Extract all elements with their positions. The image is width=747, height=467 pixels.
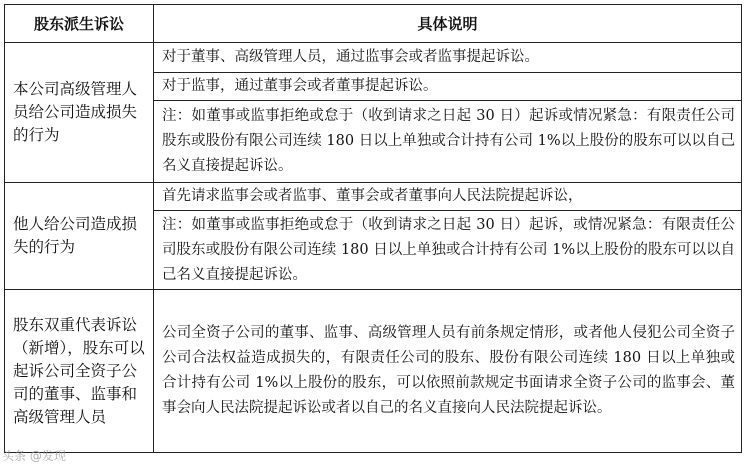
row-item: 对于董事、高级管理人员，通过监事会或者监事提起诉讼。 bbox=[154, 43, 742, 73]
table-row bbox=[5, 183, 742, 211]
row-label: 本公司高级管理人员给公司造成损失的行为 bbox=[5, 43, 154, 183]
header-col2: 具体说明 bbox=[154, 5, 742, 43]
table-row bbox=[5, 43, 742, 73]
row-label: 他人给公司造成损失的行为 bbox=[5, 183, 154, 290]
row-item: 注：如董事或监事拒绝或怠于（收到请求之日起 30 日）起诉或情况紧急：有限责任公司股东或股份有限公司连续 180 日以上单独或合计持有公司 1%以上股份的股东可以以自己名义直接提起诉讼。 bbox=[154, 101, 742, 183]
row-item: 公司全资子公司的董事、监事、高级管理人员有前条规定情形，或者他人侵犯公司全资子公司合法权益造成损失的，有限责任公司的股东、股份有限公司连续 180 日以上单独或合计持有公司 1%以上股份的股东，可以依照前款规定书面请求全资子公司的监事会、董事会向人民法院提起诉讼或者以自己的名义直接向人民法院提起诉讼。 bbox=[154, 290, 742, 453]
row-label: 股东双重代表诉讼（新增），股东可以起诉公司全资子公司的董事、监事和高级管理人员 bbox=[5, 290, 154, 453]
watermark-text: 头条 @发现 bbox=[2, 449, 66, 463]
table-header-row bbox=[5, 5, 742, 43]
row-item: 对于监事，通过董事会或者董事提起诉讼。 bbox=[154, 73, 742, 101]
row-item: 注：如董事或监事拒绝或怠于（收到请求之日起 30 日）起诉，或情况紧急：有限责任公司股东或股份有限公司连续 180 日以上单独或合计持有公司 1%以上股份的股东可以以自己名义直接提起诉讼。 bbox=[154, 211, 742, 290]
row-item: 首先请求监事会或者监事、董事会或者董事向人民法院提起诉讼， bbox=[154, 183, 742, 211]
table-row bbox=[5, 290, 742, 453]
derivative-lawsuit-table bbox=[4, 4, 742, 453]
header-col1: 股东派生诉讼 bbox=[5, 5, 154, 43]
